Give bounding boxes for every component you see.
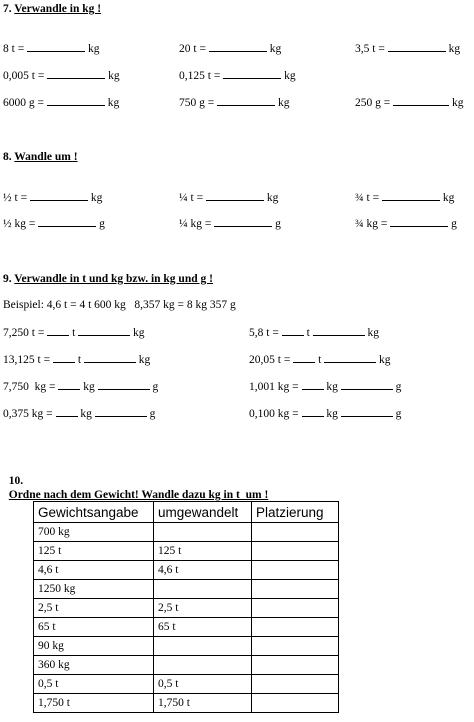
answer-blank[interactable]: [47, 325, 69, 336]
exercise-9-example: Beispiel: 4,6 t = 4 t 600 kg 8,357 kg = 8 kg 357 g: [3, 299, 236, 311]
exercise-8-heading: [3, 150, 78, 164]
answer-blank[interactable]: [95, 406, 147, 417]
table-row: [34, 580, 339, 599]
answer-blank[interactable]: [223, 68, 281, 79]
answer-blank[interactable]: [47, 95, 105, 106]
table-row: [34, 656, 339, 675]
exercise-9-title: Verwandle in t und kg bzw. in kg und g !: [14, 273, 213, 285]
answer-blank[interactable]: [53, 352, 75, 363]
cell-converted[interactable]: [154, 656, 252, 675]
table-row: [34, 523, 339, 542]
header-converted: umgewandelt: [154, 502, 252, 523]
ex8-item-6: ¾ kg = g: [355, 218, 457, 230]
answer-blank[interactable]: [214, 216, 272, 227]
cell-ranking[interactable]: [252, 561, 339, 580]
ex7-item-3: 3,5 t = kg: [355, 43, 461, 55]
table-row: [34, 675, 339, 694]
answer-blank[interactable]: [98, 379, 150, 390]
cell-converted: 2,5 t: [154, 599, 252, 618]
cell-weight: 700 kg: [34, 523, 154, 542]
ex8-item-5: ¼ kg = g: [179, 218, 281, 230]
table-row: [34, 561, 339, 580]
answer-blank[interactable]: [58, 379, 80, 390]
ex8-item-4: ½ kg = g: [3, 218, 105, 230]
answer-blank[interactable]: [47, 68, 105, 79]
cell-weight: 65 t: [34, 618, 154, 637]
answer-blank[interactable]: [393, 95, 449, 106]
ex7-item-1: 8 t = kg: [3, 43, 100, 55]
answer-blank[interactable]: [84, 352, 136, 363]
answer-blank[interactable]: [382, 190, 440, 201]
answer-blank[interactable]: [78, 325, 130, 336]
exercise-7-number: 7.: [3, 3, 12, 15]
table-row: [34, 618, 339, 637]
answer-blank[interactable]: [313, 325, 365, 336]
cell-weight: 1250 kg: [34, 580, 154, 599]
ex7-item-6: 6000 g = kg: [3, 97, 120, 109]
ex9-item-7: 0,375 kg = kg g: [3, 408, 156, 420]
cell-ranking[interactable]: [252, 618, 339, 637]
answer-blank[interactable]: [217, 95, 275, 106]
cell-converted[interactable]: [154, 637, 252, 656]
ex9-item-1: 7,250 t = t kg: [3, 327, 145, 339]
cell-weight: 360 kg: [34, 656, 154, 675]
table-header-row: [34, 502, 339, 523]
exercise-10-number: 10.: [8, 475, 24, 487]
cell-ranking[interactable]: [252, 694, 339, 713]
table-row: [34, 542, 339, 561]
exercise-10-heading: [3, 460, 268, 502]
cell-converted: 0,5 t: [154, 675, 252, 694]
ex9-item-3: 13,125 t = t kg: [3, 354, 151, 366]
ex7-item-7: 750 g = kg: [179, 97, 290, 109]
exercise-8-number: 8.: [3, 151, 12, 163]
ex7-item-5: 0,125 t = kg: [179, 70, 296, 82]
cell-ranking[interactable]: [252, 675, 339, 694]
cell-converted[interactable]: [154, 523, 252, 542]
exercise-10-title: Ordne nach dem Gewicht! Wandle dazu kg in t um !: [8, 489, 269, 501]
cell-converted: 4,6 t: [154, 561, 252, 580]
cell-ranking[interactable]: [252, 542, 339, 561]
ex8-item-3: ¾ t = kg: [355, 192, 455, 204]
table-row: [34, 694, 339, 713]
cell-ranking[interactable]: [252, 599, 339, 618]
exercise-9-heading: [3, 272, 213, 286]
weights-table: [33, 501, 339, 713]
answer-blank[interactable]: [341, 379, 393, 390]
ex7-item-2: 20 t = kg: [179, 43, 282, 55]
answer-blank[interactable]: [390, 216, 448, 227]
table-row: [34, 599, 339, 618]
cell-ranking[interactable]: [252, 656, 339, 675]
cell-ranking[interactable]: [252, 580, 339, 599]
answer-blank[interactable]: [293, 352, 315, 363]
ex9-item-2: 5,8 t = t kg: [249, 327, 380, 339]
cell-weight: 1,750 t: [34, 694, 154, 713]
cell-converted: 1,750 t: [154, 694, 252, 713]
header-weight: Gewichtsangabe: [34, 502, 154, 523]
cell-converted: 125 t: [154, 542, 252, 561]
cell-weight: 2,5 t: [34, 599, 154, 618]
ex7-item-4: 0,005 t = kg: [3, 70, 120, 82]
ex9-item-8: 0,100 kg = kg g: [249, 408, 402, 420]
cell-converted: 65 t: [154, 618, 252, 637]
cell-ranking[interactable]: [252, 637, 339, 656]
answer-blank[interactable]: [209, 41, 267, 52]
cell-converted[interactable]: [154, 580, 252, 599]
cell-weight: 90 kg: [34, 637, 154, 656]
answer-blank[interactable]: [56, 406, 78, 417]
answer-blank[interactable]: [302, 406, 324, 417]
ex9-item-6: 1,001 kg = kg g: [249, 381, 402, 393]
answer-blank[interactable]: [324, 352, 376, 363]
answer-blank[interactable]: [341, 406, 393, 417]
cell-ranking[interactable]: [252, 523, 339, 542]
ex8-item-1: ½ t = kg: [3, 192, 103, 204]
answer-blank[interactable]: [302, 379, 324, 390]
cell-weight: 0,5 t: [34, 675, 154, 694]
exercise-7-title: Verwandle in kg !: [14, 3, 102, 15]
answer-blank[interactable]: [282, 325, 304, 336]
ex7-item-8: 250 g = kg: [355, 97, 464, 109]
answer-blank[interactable]: [27, 41, 85, 52]
ex9-item-4: 20,05 t = t kg: [249, 354, 391, 366]
answer-blank[interactable]: [388, 41, 446, 52]
ex8-item-2: ¼ t = kg: [179, 192, 279, 204]
answer-blank[interactable]: [206, 190, 264, 201]
answer-blank[interactable]: [38, 216, 96, 227]
ex9-item-5: 7,750 kg = kg g: [3, 381, 159, 393]
cell-weight: 4,6 t: [34, 561, 154, 580]
cell-weight: 125 t: [34, 542, 154, 561]
answer-blank[interactable]: [30, 190, 88, 201]
exercise-8-title: Wandle um !: [14, 151, 78, 163]
exercise-7-heading: [3, 2, 101, 16]
header-ranking: Platzierung: [252, 502, 339, 523]
exercise-9-number: 9.: [3, 273, 12, 285]
table-row: [34, 637, 339, 656]
